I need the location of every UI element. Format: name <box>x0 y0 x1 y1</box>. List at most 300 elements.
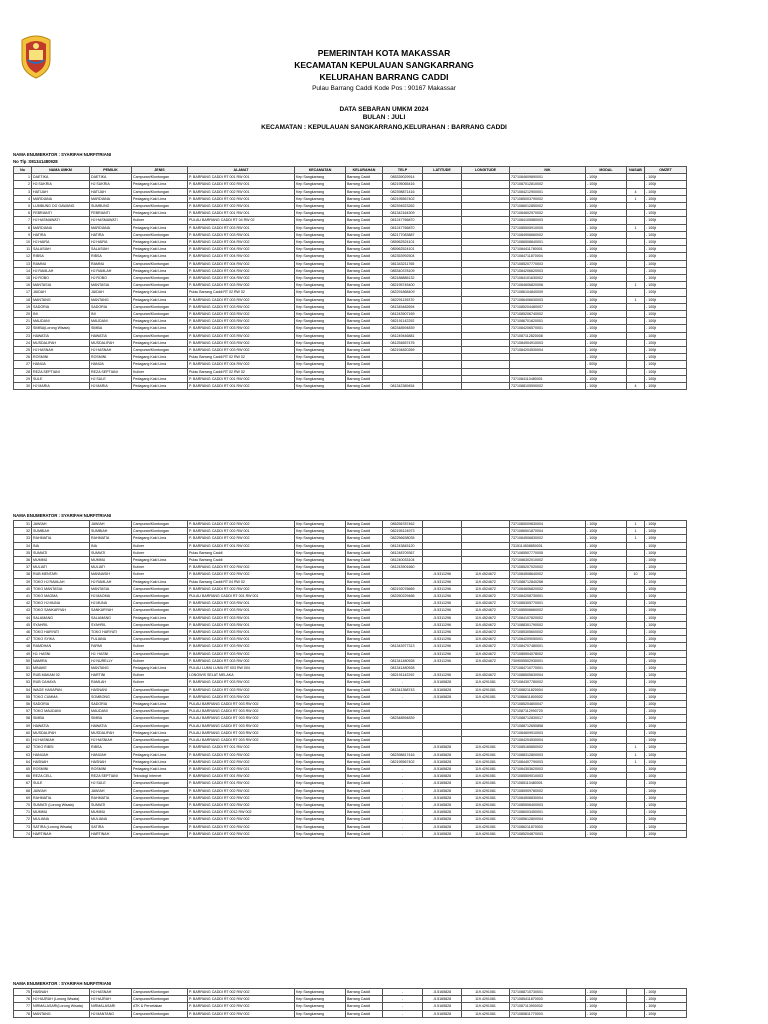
table-cell: Campuran/Klontongan <box>132 347 188 354</box>
table-cell: - 100jt <box>586 679 627 686</box>
table-cell: Kep Sangkarrang <box>295 383 346 390</box>
table-cell: 2 <box>14 181 32 188</box>
table-cell: - 100jt <box>586 195 627 202</box>
table-cell: SADORIA <box>90 303 132 310</box>
table-cell: 10 <box>14 239 32 246</box>
table-row <box>14 773 687 780</box>
table-cell: - <box>383 1003 423 1010</box>
table-cell: Kep Sangkarrang <box>295 823 346 830</box>
table-cell: HAWATIA <box>32 722 90 729</box>
table-cell: Kep Sangkarrang <box>295 780 346 787</box>
table-cell <box>627 549 645 556</box>
table-cell: SYAHRIL <box>90 621 132 628</box>
table-cell <box>627 989 645 996</box>
table-row <box>14 715 687 722</box>
table-cell: Campuran/Klontongan <box>132 311 188 318</box>
table-cell: Pedagang Kaki Lima <box>132 765 188 772</box>
table-cell: Pulau Barrang Caddi <box>188 557 295 564</box>
table-cell: - 100jt <box>586 332 627 339</box>
table-cell: Barrang Caddi <box>346 311 383 318</box>
table-cell: Kep Sangkarrang <box>295 239 346 246</box>
table-cell <box>627 693 645 700</box>
table-cell <box>462 188 510 195</box>
table-cell: -5.5165828 <box>423 816 462 823</box>
table-cell: 7371086508840001 <box>510 239 586 246</box>
table-cell: - 100jt <box>645 354 687 361</box>
table-cell <box>627 260 645 267</box>
table-cell: 75 <box>14 989 32 996</box>
table-cell: Kep Sangkarrang <box>295 564 346 571</box>
table-cell: -5.5165828 <box>423 679 462 686</box>
table-cell: - 100jt <box>586 765 627 772</box>
table-cell: 082195745400 <box>383 282 423 289</box>
table-cell: - 100jt <box>586 521 627 528</box>
table-row <box>14 600 687 607</box>
table-cell: Campuran/Klontongan <box>132 809 188 816</box>
table-cell: Campuran/Klontongan <box>132 585 188 592</box>
table-cell: RIBSA <box>90 744 132 751</box>
table-cell <box>627 339 645 346</box>
table-row <box>14 765 687 772</box>
table-header-row <box>14 167 687 174</box>
table-cell: Kep Sangkarrang <box>295 282 346 289</box>
table-cell: Barrang Caddi <box>346 701 383 708</box>
table-cell: RAMDHAN <box>32 643 90 650</box>
table-cell: -5.5311296 <box>423 636 462 643</box>
table-cell: - 100jt <box>645 600 687 607</box>
table-row <box>14 614 687 621</box>
table-cell: Pedagang Kaki Lima <box>132 318 188 325</box>
table-cell: - <box>383 794 423 801</box>
table-cell: - 100jt <box>586 614 627 621</box>
table-cell: Barrang Caddi <box>346 383 383 390</box>
table-cell <box>627 765 645 772</box>
table-cell: - 100jt <box>586 174 627 181</box>
table-cell: 7371085009830004 <box>510 521 586 528</box>
table-cell: Campuran/Klontongan <box>132 303 188 310</box>
table-cell: -5.5311296 <box>423 578 462 585</box>
table-cell: HARTINAH <box>90 830 132 837</box>
table-cell: 082195124973 <box>383 528 423 535</box>
table-cell: FEBRIANTI <box>90 210 132 217</box>
table-cell: 7371085204800047 <box>510 701 586 708</box>
table-row <box>14 636 687 643</box>
table-cell: 119.4291081 <box>462 679 510 686</box>
table-cell: P. BARRANG CADDI RT 003 RW 002 <box>188 311 295 318</box>
table-cell: Kuliner <box>132 643 188 650</box>
table-cell: P. BARRANG CADDI RT 002 RW 002 <box>188 787 295 794</box>
table-cell: P. BARRANG CADDI RT 004 RW 002 <box>188 239 295 246</box>
table-cell: - 100jt <box>586 996 627 1003</box>
table-cell: Pedagang Kaki Lima <box>132 701 188 708</box>
table-cell: - 100jt <box>645 361 687 368</box>
table-cell: SIMBA(Lorong Wisata) <box>32 325 90 332</box>
table-cell: Campuran/Klontongan <box>132 203 188 210</box>
table-cell: P. BARRANG CADDI RT 0012 RW 002 <box>188 809 295 816</box>
table-cell: ATK & Percetakan <box>132 1003 188 1010</box>
table-row <box>14 347 687 354</box>
table-cell: - 100jt <box>586 600 627 607</box>
table-cell: - 100jt <box>645 679 687 686</box>
table-cell: Kep Sangkarrang <box>295 521 346 528</box>
table-cell: HASNAH <box>32 758 90 765</box>
table-cell: P. BARRANG CADDI RT 003 RW 002 <box>188 332 295 339</box>
table-cell: - 100jt <box>645 571 687 578</box>
table-cell: Campuran/Klontongan <box>132 282 188 289</box>
table-cell: 72 <box>14 816 32 823</box>
table-cell: Barrang Caddi <box>346 614 383 621</box>
table-cell: Campuran/Klontongan <box>132 621 188 628</box>
table-cell: 7371085207770003 <box>510 260 586 267</box>
table-cell: MUMMU <box>90 809 132 816</box>
table-cell: - 100jt <box>586 339 627 346</box>
table-cell: Pedagang Kaki Lima <box>132 181 188 188</box>
table-cell: MANTANG <box>90 665 132 672</box>
table-cell: 7371088710730001 <box>510 989 586 996</box>
table-row <box>14 368 687 375</box>
table-cell: Barrang Caddi <box>346 780 383 787</box>
table-cell <box>462 708 510 715</box>
table-cell: 119.4291081 <box>462 693 510 700</box>
table-cell: INA <box>32 542 90 549</box>
table-row <box>14 665 687 672</box>
table-cell: 119.4524672 <box>462 614 510 621</box>
table-cell: P. BARRANG CADDI RT 004 RW 002 <box>188 260 295 267</box>
table-cell: Campuran/Klontongan <box>132 996 188 1003</box>
table-cell: 30 <box>14 383 32 390</box>
table-cell: - <box>383 996 423 1003</box>
table-cell <box>627 787 645 794</box>
table-cell: P. BARRANG CADDI RT 003 RW 002 <box>188 657 295 664</box>
table-cell: Barrang Caddi <box>346 542 383 549</box>
table-cell: HJ HASNAH <box>90 989 132 996</box>
table-cell: Pulau Barrang Caddi RT 02 RW 02 <box>188 354 295 361</box>
table-cell <box>383 354 423 361</box>
table-cell: TOKO RIBSI <box>32 744 90 751</box>
table-cell <box>462 253 510 260</box>
table-cell: SIMBA <box>90 325 132 332</box>
table-cell: MUMMU <box>32 809 90 816</box>
table-cell: P. BARRANG CADDI RT 002 RW 001 <box>188 195 295 202</box>
table-cell: MUSDALIFAH <box>90 339 132 346</box>
table-cell: Barrang Caddi <box>346 239 383 246</box>
table-cell: 119.4291081 <box>462 1003 510 1010</box>
table-cell: 7371084204530004 <box>510 737 586 744</box>
table-cell: 7371084609910003 <box>510 729 586 736</box>
column-header: PEMILIK <box>90 167 132 174</box>
table-row <box>14 564 687 571</box>
table-cell: P. BARRANG CADDI RT 002 RW 001 <box>188 203 295 210</box>
table-cell: Kep Sangkarrang <box>295 650 346 657</box>
table-cell: 48 <box>14 643 32 650</box>
table-cell: - 100jt <box>645 816 687 823</box>
table-cell: - 100jt <box>645 339 687 346</box>
table-cell <box>383 708 423 715</box>
table-cell: MARDIANA <box>90 195 132 202</box>
table-cell: - 100jt <box>645 318 687 325</box>
table-cell: 78 <box>14 1010 32 1017</box>
table-cell: RAHMATIA <box>90 535 132 542</box>
table-cell: Barrang Caddi <box>346 607 383 614</box>
table-cell: 082191142292 <box>383 672 423 679</box>
table-cell: 4 <box>627 188 645 195</box>
table-cell: 085962524101 <box>383 239 423 246</box>
table-cell: SULE <box>32 780 90 787</box>
table-cell <box>627 708 645 715</box>
table-cell: - 100jt <box>645 636 687 643</box>
table-cell <box>462 217 510 224</box>
table-cell: Campuran/Klontongan <box>132 737 188 744</box>
table-cell: 66 <box>14 773 32 780</box>
table-row <box>14 224 687 231</box>
table-cell: HJ HAIRA <box>32 239 90 246</box>
table-cell: - 100jt <box>586 289 627 296</box>
table-cell: Barrang Caddi <box>346 325 383 332</box>
table-cell: 29 <box>14 375 32 382</box>
table-cell: Barrang Caddi <box>346 282 383 289</box>
table-cell: - 100jt <box>586 657 627 664</box>
table-cell: Pedagang Kaki Lima <box>132 614 188 621</box>
table-cell <box>627 823 645 830</box>
table-cell: 119.4291081 <box>462 830 510 837</box>
table-cell: 082177083887 <box>383 231 423 238</box>
table-cell: Barrang Caddi <box>346 823 383 830</box>
table-cell: Campuran/Klontongan <box>132 636 188 643</box>
table-cell: Kep Sangkarrang <box>295 528 346 535</box>
table-cell: Barrang Caddi <box>346 816 383 823</box>
umkm-table-3 <box>13 988 687 1018</box>
table-cell: Barrang Caddi <box>346 1010 383 1017</box>
table-cell: P. BARRANG CADDI RT 002 RW 002 <box>188 1010 295 1017</box>
table-cell: 7309055502930001 <box>510 657 586 664</box>
table-cell <box>462 737 510 744</box>
table-row <box>14 722 687 729</box>
table-row <box>14 787 687 794</box>
table-cell <box>383 361 423 368</box>
table-cell: NAMIRA <box>32 657 90 664</box>
table-cell: - <box>383 801 423 808</box>
table-cell: Kep Sangkarrang <box>295 607 346 614</box>
table-row <box>14 557 687 564</box>
table-cell: 119.4524672 <box>462 585 510 592</box>
table-cell: Pedagang Kaki Lima <box>132 339 188 346</box>
table-cell: PULAU BARRANG CADDI RT 003 RW 002 <box>188 715 295 722</box>
table-cell: Kep Sangkarrang <box>295 636 346 643</box>
table-cell: P. BARRANG CADDI RT 004 RW 002 <box>188 275 295 282</box>
table-cell: - 100jt <box>586 816 627 823</box>
table-cell: Kep Sangkarrang <box>295 260 346 267</box>
column-header: TELP <box>383 167 423 174</box>
table-cell: Barrang Caddi <box>346 275 383 282</box>
table-cell: HJ MANTANG <box>90 1010 132 1017</box>
table-cell: - 100jt <box>645 701 687 708</box>
table-cell: P. BARRANG CADDI RT 002 RW 002 <box>188 823 295 830</box>
table-cell: TOKO MAOMA <box>32 593 90 600</box>
table-cell: P. BARRANG CADDI RT 003 RW 002 <box>188 339 295 346</box>
table-cell: 082291868409 <box>383 289 423 296</box>
table-cell: 7371087113900002 <box>510 1003 586 1010</box>
table-cell: - 100jt <box>645 303 687 310</box>
table-cell <box>627 729 645 736</box>
table-cell <box>627 621 645 628</box>
table-cell: 7371084710770001 <box>510 665 586 672</box>
table-cell: TOKO HJ MUNA <box>32 600 90 607</box>
table-cell: HATIRA <box>90 231 132 238</box>
table-cell: -5.5165828 <box>423 1010 462 1017</box>
table-cell <box>423 521 462 528</box>
table-row <box>14 794 687 801</box>
enumerator-label-1: NAMA ENUMERATOR : SYARIFAH NURFITRIANI <box>13 152 112 157</box>
table-cell: SIMBA <box>32 715 90 722</box>
table-cell <box>462 267 510 274</box>
column-header: KECAMATAN <box>295 167 346 174</box>
table-cell <box>627 311 645 318</box>
table-cell: - 100jt <box>586 672 627 679</box>
table-cell <box>462 239 510 246</box>
table-cell: - 100jt <box>645 621 687 628</box>
table-cell: 7371084303620003 <box>510 765 586 772</box>
table-cell: - 100jt <box>586 643 627 650</box>
table-cell: Kep Sangkarrang <box>295 765 346 772</box>
table-cell <box>462 528 510 535</box>
table-cell: Kep Sangkarrang <box>295 1010 346 1017</box>
table-cell: 9 <box>14 231 32 238</box>
table-row <box>14 780 687 787</box>
table-cell: 081341480928 <box>383 665 423 672</box>
table-cell: SALASIAH <box>90 246 132 253</box>
table-cell: 6 <box>14 210 32 217</box>
table-cell: Kuliner <box>132 564 188 571</box>
table-cell: 7371086701620001 <box>510 318 586 325</box>
table-row <box>14 239 687 246</box>
table-cell: - 100jt <box>645 809 687 816</box>
table-cell: 7371085904078002 <box>510 650 586 657</box>
table-cell: ROSMINI <box>32 765 90 772</box>
table-cell <box>627 578 645 585</box>
table-cell: 119.4524672 <box>462 629 510 636</box>
table-cell: P. BARRANG CADDI RT 003 RW 001 <box>188 621 295 628</box>
table-cell: P. BARRANG CADDI RT 003 RW 002 <box>188 650 295 657</box>
table-row <box>14 253 687 260</box>
enumerator-phone: No Tlp :081341480928 <box>13 159 58 164</box>
table-cell: WAGE HASAPAN <box>32 686 90 693</box>
table-cell <box>423 715 462 722</box>
table-cell: Kep Sangkarrang <box>295 693 346 700</box>
table-cell <box>627 794 645 801</box>
table-cell: - 100jt <box>645 311 687 318</box>
table-cell <box>423 267 462 274</box>
table-cell: MAUDANI <box>90 318 132 325</box>
table-cell: Barrang Caddi <box>346 535 383 542</box>
table-cell: 46 <box>14 629 32 636</box>
table-cell: 7371084602970002 <box>510 210 586 217</box>
table-cell: Kep Sangkarrang <box>295 643 346 650</box>
table-cell: - 100jt <box>586 585 627 592</box>
document-title: DATA SEBARAN UMKM 2024 <box>339 106 429 113</box>
table-cell: TOKO SANKARYAH <box>32 607 90 614</box>
table-cell: 63 <box>14 751 32 758</box>
table-cell: 7371085506400003 <box>510 801 586 808</box>
table-cell <box>423 246 462 253</box>
table-cell: 7371087012810002 <box>510 181 586 188</box>
table-cell: 23 <box>14 332 32 339</box>
column-header: MODAL <box>586 167 627 174</box>
table-row <box>14 542 687 549</box>
table-cell: HANIJA <box>32 361 90 368</box>
table-cell: - 100jt <box>645 557 687 564</box>
table-cell: 7371085305600002 <box>510 629 586 636</box>
table-cell: 7371084204530004 <box>510 347 586 354</box>
table-cell: Barrang Caddi <box>346 188 383 195</box>
table-cell: Barrang Caddi <box>346 549 383 556</box>
table-cell: MULIATI <box>32 564 90 571</box>
table-cell: P. BARRANG CADDI RT 004 RW 002 <box>188 361 295 368</box>
table-cell: - 100jt <box>586 665 627 672</box>
table-cell: - 100jt <box>645 542 687 549</box>
table-cell: 119.4291081 <box>462 794 510 801</box>
table-cell: 7371084606820002 <box>510 585 586 592</box>
table-cell: Barrang Caddi <box>346 636 383 643</box>
table-cell: 25 <box>14 347 32 354</box>
table-cell: 119.4291081 <box>462 823 510 830</box>
enumerator-label-2: NAMA ENUMERATOR : SYARIFAH NURFITRIANI <box>13 513 112 518</box>
table-cell: P. BARRANG CADDI RT 001 RW 001 <box>188 174 295 181</box>
table-cell: Campuran/Klontongan <box>132 816 188 823</box>
table-cell: 7 <box>14 217 32 224</box>
table-cell: Campuran/Klontongan <box>132 787 188 794</box>
table-cell <box>462 383 510 390</box>
table-cell: -5.5311296 <box>423 657 462 664</box>
table-cell: Barrang Caddi <box>346 672 383 679</box>
table-cell: JAWIAH <box>90 521 132 528</box>
table-cell: Barrang Caddi <box>346 174 383 181</box>
table-cell: Kep Sangkarrang <box>295 203 346 210</box>
table-cell: P. BARRANG CADDI RT 003 RW 001 <box>188 629 295 636</box>
table-cell <box>383 722 423 729</box>
table-cell: Campuran/Klontongan <box>132 989 188 996</box>
table-cell: Barrang Caddi <box>346 593 383 600</box>
table-cell: HARTINI <box>90 672 132 679</box>
table-cell <box>510 368 586 375</box>
table-cell: -5.5165828 <box>423 744 462 751</box>
table-cell: - 100jt <box>586 267 627 274</box>
table-cell: JAIDAH <box>32 289 90 296</box>
table-cell: -5.5165828 <box>423 780 462 787</box>
table-cell: RAMNU <box>32 260 90 267</box>
header-line-1: PEMERINTAH KOTA MAKASSAR <box>317 48 451 58</box>
table-cell: REZA SEPTIANI <box>32 368 90 375</box>
table-cell: 19 <box>14 303 32 310</box>
table-row <box>14 737 687 744</box>
table-cell: - 100jt <box>586 535 627 542</box>
table-cell: - 100jt <box>645 347 687 354</box>
table-cell: Campuran/Klontongan <box>132 231 188 238</box>
table-cell: Barrang Caddi <box>346 629 383 636</box>
table-cell <box>462 354 510 361</box>
table-cell: - <box>383 773 423 780</box>
table-cell: Kep Sangkarrang <box>295 217 346 224</box>
table-cell: FULIANA <box>90 636 132 643</box>
table-cell: - 100jt <box>645 528 687 535</box>
table-cell: PULAU BARRANG CADDI RT 003 RW 002 <box>188 708 295 715</box>
table-row <box>14 708 687 715</box>
table-cell <box>423 339 462 346</box>
table-cell: Kep Sangkarrang <box>295 614 346 621</box>
column-header: NIK <box>510 167 586 174</box>
table-row <box>14 528 687 535</box>
table-row <box>14 650 687 657</box>
table-cell: MINAKE <box>32 665 90 672</box>
